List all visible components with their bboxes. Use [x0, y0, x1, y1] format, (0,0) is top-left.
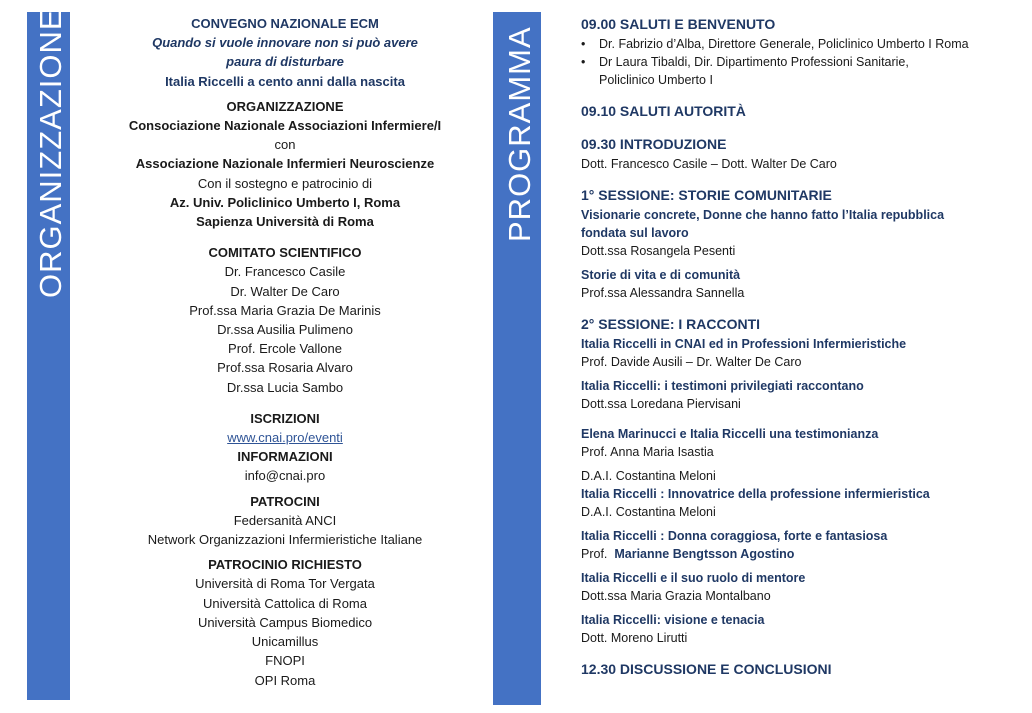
organizer-connector: con	[274, 137, 296, 153]
committee-member: Dr.ssa Ausilia Pulimeno	[217, 322, 353, 338]
welcome-speaker-2: • Dr Laura Tibaldi, Dir. Dipartimento Professioni Sanitarie,	[581, 55, 909, 69]
requested-patron-item: OPI Roma	[254, 672, 316, 688]
talk-title-continued: fondata sul lavoro	[581, 226, 689, 240]
support-text: Con il sostegno e patrocinio di	[197, 175, 373, 191]
talk-speaker: Prof.ssa Alessandra Sannella	[581, 286, 745, 300]
committee-member: Dr.ssa Lucia Sambo	[226, 379, 344, 395]
welcome-speaker-1: • Dr. Fabrizio d’Alba, Direttore Generale, Policlinico Umberto I Roma	[581, 37, 969, 51]
bullet-icon: •	[581, 37, 586, 51]
organization-heading: ORGANIZZAZIONE	[226, 98, 344, 114]
committee-member: Prof.ssa Rosaria Alvaro	[217, 360, 353, 376]
talk-speaker: Dott.ssa Loredana Piervisani	[581, 397, 741, 411]
talk-title: Italia Riccelli : Innovatrice della professione infermieristica	[581, 487, 930, 501]
registration-heading: ISCRIZIONI	[250, 410, 320, 426]
conclusions-heading: 12.30 DISCUSSIONE E CONCLUSIONI	[581, 661, 832, 677]
organizer-1: Consociazione Nazionale Associazioni Infermiere/I	[128, 118, 442, 134]
authorities-heading: 09.10 SALUTI AUTORITÀ	[581, 103, 746, 119]
talk-title: Italia Riccelli: visione e tenacia	[581, 613, 765, 627]
talk-speaker: Dott. Moreno Lirutti	[581, 631, 688, 645]
registration-link[interactable]: www.cnai.pro/eventi	[227, 430, 343, 446]
organization-column	[95, 14, 475, 690]
patron-item: Network Organizzazioni Infermieristiche Italiane	[147, 532, 423, 548]
bullet-icon: •	[581, 55, 586, 69]
talk-title: Storie di vita e di comunità	[581, 268, 741, 282]
requested-patron-item: Università Campus Biomedico	[197, 614, 373, 630]
event-tagline-1: Quando si vuole innovare non si può avere	[152, 35, 418, 51]
committee-member: Prof.ssa Maria Grazia De Marinis	[189, 302, 381, 318]
supporter-2: Sapienza Università di Roma	[196, 214, 374, 230]
committee-member: Dr. Francesco Casile	[224, 264, 346, 280]
welcome-speaker-2-affiliation: Policlinico Umberto I	[599, 73, 713, 87]
talk-speaker: D.A.I. Costantina Meloni	[581, 469, 716, 483]
talk-title: Italia Riccelli: i testimoni privilegiati raccontano	[581, 379, 864, 393]
introduction-heading: 09.30 INTRODUZIONE	[581, 136, 727, 152]
talk-speaker: D.A.I. Costantina Meloni	[581, 505, 716, 519]
requested-patron-item: FNOPI	[265, 653, 305, 669]
supporter-1: Az. Univ. Policlinico Umberto I, Roma	[169, 194, 401, 210]
requested-patron-item: Università Cattolica di Roma	[202, 595, 367, 611]
event-title: CONVEGNO NAZIONALE ECM	[191, 16, 379, 31]
organizer-2: Associazione Nazionale Infermieri Neuroscienze	[135, 156, 435, 172]
talk-title: Visionarie concrete, Donne che hanno fatto l’Italia repubblica	[581, 208, 945, 222]
talk-speaker: Prof. Anna Maria Isastia	[581, 445, 714, 459]
patronage-heading: PATROCINI	[250, 493, 320, 509]
programma-band-label: PROGRAMMA	[502, 26, 537, 242]
introduction-speakers: Dott. Francesco Casile – Dott. Walter De Caro	[581, 157, 837, 171]
info-email: info@cnai.pro	[244, 468, 326, 484]
talk-title: Italia Riccelli in CNAI ed in Professioni Infermieristiche	[581, 337, 907, 351]
session-1-heading: 1° SESSIONE: STORIE COMUNITARIE	[581, 187, 832, 203]
requested-patron-item: Università di Roma Tor Vergata	[195, 576, 375, 592]
committee-member: Prof. Ercole Vallone	[228, 341, 342, 357]
info-heading: INFORMAZIONI	[237, 449, 333, 465]
committee-member: Dr. Walter De Caro	[230, 283, 340, 299]
session-2-heading: 2° SESSIONE: I RACCONTI	[581, 316, 761, 332]
talk-title: Italia Riccelli : Donna coraggiosa, forte e fantasiosa	[581, 529, 888, 543]
patron-item: Federsanità ANCI	[233, 512, 337, 528]
welcome-heading: 09.00 SALUTI E BENVENUTO	[581, 16, 776, 32]
event-tagline-2: paura di disturbare	[226, 54, 344, 70]
requested-patronage-heading: PATROCINIO RICHIESTO	[208, 557, 362, 573]
talk-title: Italia Riccelli e il suo ruolo di mentore	[581, 571, 806, 585]
program-column	[581, 14, 1021, 680]
talk-speaker: Dott.ssa Maria Grazia Montalbano	[581, 589, 771, 603]
organizzazione-band-label: ORGANIZZAZIONE	[33, 8, 68, 298]
talk-title: Elena Marinucci e Italia Riccelli una testimonianza	[581, 427, 879, 441]
event-subtitle: Italia Riccelli a cento anni dalla nascita	[165, 73, 405, 89]
committee-heading: COMITATO SCIENTIFICO	[208, 245, 362, 261]
talk-speaker: Dott.ssa Rosangela Pesenti	[581, 244, 736, 258]
requested-patron-item: Unicamillus	[251, 634, 319, 650]
talk-speaker: Prof. Marianne Bengtsson Agostino	[581, 547, 795, 561]
talk-speaker: Prof. Davide Ausili – Dr. Walter De Caro	[581, 355, 802, 369]
